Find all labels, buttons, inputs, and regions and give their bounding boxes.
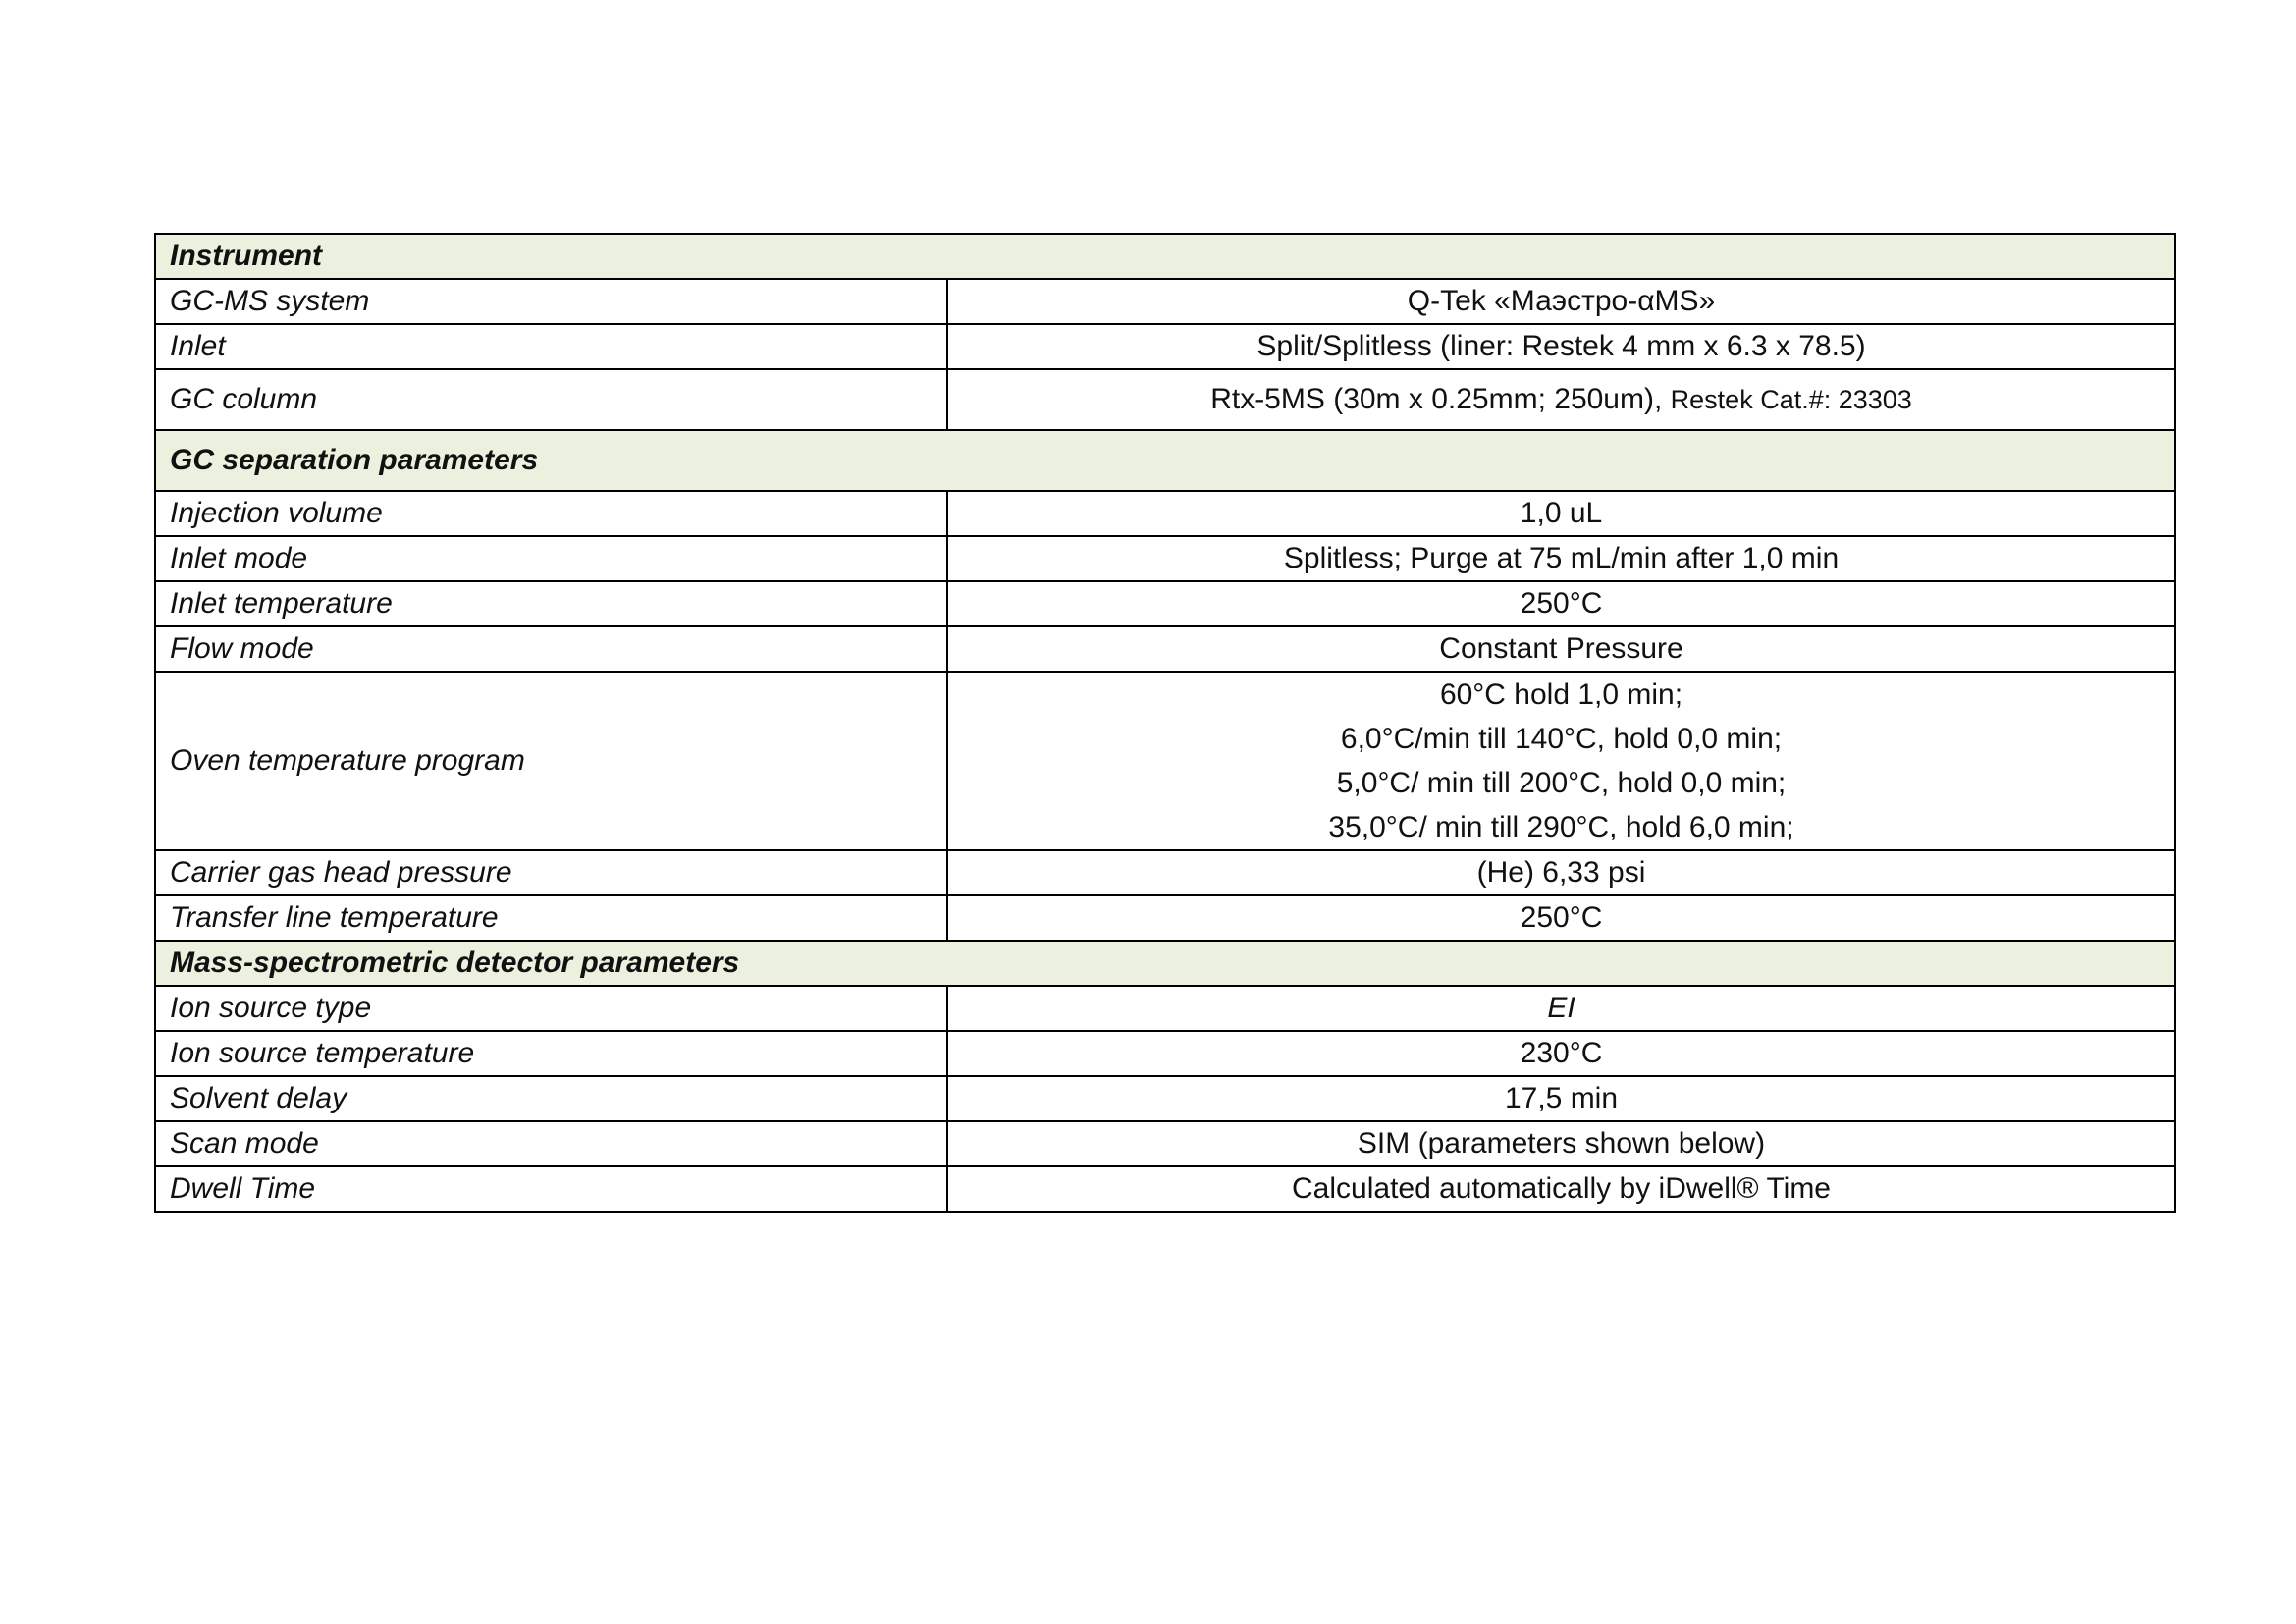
param-name: Solvent delay (155, 1076, 947, 1121)
param-value: 250°C (947, 895, 2175, 941)
param-value: 17,5 min (947, 1076, 2175, 1121)
section-header-gc (155, 430, 2175, 491)
param-name: GC column (155, 369, 947, 430)
oven-program-step: 5,0°C/ min till 200°C, hold 0,0 min; (1336, 767, 1787, 799)
oven-program-step: 60°C hold 1,0 min; (1439, 678, 1683, 711)
table-row (155, 1031, 2175, 1076)
table-row (155, 581, 2175, 626)
table-row (155, 1121, 2175, 1166)
section-title: GC separation parameters (155, 430, 2175, 491)
table-row (155, 491, 2175, 536)
param-name: Carrier gas head pressure (155, 850, 947, 895)
oven-program-value (947, 672, 2175, 850)
table-row (155, 279, 2175, 324)
param-value: (He) 6,33 psi (947, 850, 2175, 895)
param-name: Inlet mode (155, 536, 947, 581)
param-name: Flow mode (155, 626, 947, 672)
param-name: Inlet temperature (155, 581, 947, 626)
table-row (155, 369, 2175, 430)
table-row (155, 986, 2175, 1031)
section-header-ms (155, 941, 2175, 986)
param-value (947, 369, 2175, 430)
param-name: GC-MS system (155, 279, 947, 324)
param-value: SIM (parameters shown below) (947, 1121, 2175, 1166)
oven-program-step: 35,0°C/ min till 290°C, hold 6,0 min; (1328, 811, 1794, 843)
param-value: Split/Splitless (liner: Restek 4 mm x 6.3 x 78.5) (947, 324, 2175, 369)
table-row (155, 850, 2175, 895)
param-name: Dwell Time (155, 1166, 947, 1212)
param-name: Inlet (155, 324, 947, 369)
table-row (155, 626, 2175, 672)
table-row (155, 536, 2175, 581)
param-value: 250°C (947, 581, 2175, 626)
section-title: Instrument (155, 234, 2175, 279)
param-name: Ion source type (155, 986, 947, 1031)
param-name: Transfer line temperature (155, 895, 947, 941)
table-row (155, 895, 2175, 941)
table-row (155, 324, 2175, 369)
table-row (155, 1166, 2175, 1212)
oven-program-step: 6,0°C/min till 140°C, hold 0,0 min; (1340, 723, 1783, 755)
param-value: Splitless; Purge at 75 mL/min after 1,0 min (947, 536, 2175, 581)
column-spec: Rtx-5MS (30m x 0.25mm; 250um), (1210, 383, 1671, 415)
param-name: Injection volume (155, 491, 947, 536)
parameters-table (154, 233, 2176, 1213)
param-value: Calculated automatically by iDwell® Time (947, 1166, 2175, 1212)
param-name: Scan mode (155, 1121, 947, 1166)
table-row (155, 1076, 2175, 1121)
catalog-number: Restek Cat.#: 23303 (1670, 385, 1912, 414)
param-value: 230°C (947, 1031, 2175, 1076)
section-title: Mass-spectrometric detector parameters (155, 941, 2175, 986)
param-value: 1,0 uL (947, 491, 2175, 536)
table-row (155, 672, 2175, 850)
param-name: Ion source temperature (155, 1031, 947, 1076)
section-header-instrument (155, 234, 2175, 279)
param-value: EI (947, 986, 2175, 1031)
param-value: Q-Tek «Маэстро-αMS» (947, 279, 2175, 324)
param-name: Oven temperature program (155, 672, 947, 850)
param-value: Constant Pressure (947, 626, 2175, 672)
